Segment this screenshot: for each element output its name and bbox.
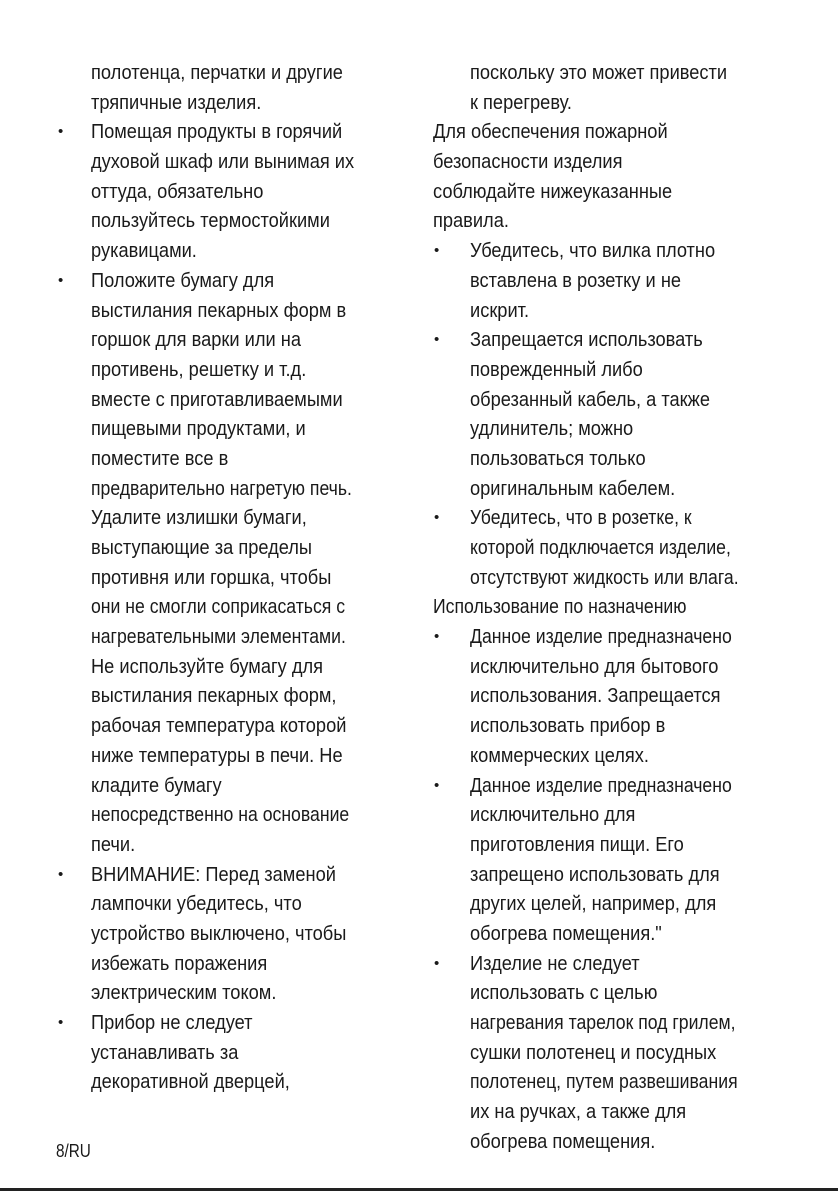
right-column [433, 58, 828, 1156]
text-line: их на ручках, а также для [470, 1100, 687, 1124]
text-line: Прибор не следует [91, 1011, 253, 1034]
text-line: лампочки убедитесь, что [91, 892, 302, 916]
list-item [433, 771, 828, 949]
text-line: выстилания пекарных форм, [91, 684, 337, 708]
text-line: Данное изделие предназначено [470, 625, 732, 649]
list-item [55, 1008, 415, 1097]
continued-text-right [470, 58, 828, 117]
text-line: устройство выключено, чтобы [91, 921, 347, 945]
bullet: • [58, 123, 64, 141]
text-line: исключительно для [470, 803, 636, 827]
bullet: • [434, 331, 440, 349]
text-line: кладите бумагу [91, 773, 222, 797]
bullet: • [434, 509, 440, 527]
text-line: обогрева помещения. [470, 1129, 656, 1153]
text-line: Удалите излишки бумаги, [91, 506, 307, 530]
text-line: обогрева помещения." [470, 921, 662, 945]
bullet: • [58, 865, 64, 883]
text-line: безопасности изделия [433, 150, 623, 174]
text-line: запрещено использовать для [470, 862, 720, 886]
list-item [55, 266, 415, 860]
bullet: • [434, 776, 440, 794]
text-line: ВНИМАНИЕ: Перед заменой [91, 862, 336, 886]
section-heading: Использование по назначению [433, 595, 687, 619]
list-item [55, 860, 415, 1008]
bullet: • [58, 1014, 64, 1031]
page-number: 8/RU [56, 1141, 91, 1161]
text-line: сушки полотенец и посудных [470, 1040, 717, 1064]
text-line: исключительно для бытового [470, 654, 719, 678]
bullet: • [58, 271, 64, 289]
text-line: которой подключается изделие, [470, 536, 731, 559]
text-line: вставлена в розетку и не [470, 268, 682, 292]
text-line: горшок для варки или на [91, 328, 301, 352]
text-line: Изделие не следует [470, 951, 640, 975]
text-line: избежать поражения [91, 951, 268, 975]
text-line: Убедитесь, что в розетке, к [470, 506, 692, 530]
text-line: оригинальным кабелем. [470, 476, 676, 500]
text-line: использовать прибор в [470, 714, 666, 738]
text-line: непосредственно на основание [91, 803, 350, 827]
text-line: электрическим током. [91, 981, 277, 1005]
list-item [433, 236, 828, 325]
text-line: использовать с целью [470, 981, 658, 1005]
text-line: предварительно нагретую печь. [91, 476, 352, 500]
text-line: Убедитесь, что вилка плотно [470, 239, 716, 263]
text-line: противня или горшка, чтобы [91, 565, 332, 589]
list-item [433, 622, 828, 770]
text-line: Для обеспечения пожарной [433, 120, 668, 144]
text-line: удлинитель; можно [470, 417, 634, 441]
text-line: соблюдайте нижеуказанные [433, 179, 673, 203]
text-line: полотенца, перчатки и другие [91, 61, 343, 84]
fire-safety-intro [433, 117, 828, 236]
text-line: использования. Запрещается [470, 684, 721, 708]
text-line: коммерческих целях. [470, 743, 649, 767]
list-item [55, 117, 415, 265]
usage-heading [433, 592, 828, 622]
text-line: рукавицами. [91, 239, 197, 263]
text-line: других целей, например, для [470, 892, 717, 916]
list-item [433, 949, 828, 1157]
text-line: поскольку это может привести [470, 61, 728, 84]
text-line: пользуйтесь термостойкими [91, 209, 330, 233]
text-line: к перегреву. [470, 90, 572, 114]
text-line: противень, решетку и т.д. [91, 357, 307, 381]
text-line: поврежденный либо [470, 357, 643, 381]
text-line: приготовления пищи. Его [470, 832, 684, 856]
text-line: обрезанный кабель, а также [470, 387, 710, 411]
list-item [433, 325, 828, 503]
text-line: правила. [433, 209, 509, 233]
text-line: оттуда, обязательно [91, 179, 264, 203]
text-line: нагревания тарелок под грилем, [470, 1011, 736, 1034]
text-line: декоративной дверцей, [91, 1070, 290, 1094]
text-line: пищевыми продуктами, и [91, 417, 306, 441]
text-line: Данное изделие предназначено [470, 773, 732, 797]
bullet: • [434, 954, 440, 972]
text-line: Запрещается использовать [470, 328, 703, 352]
text-line: Положите бумагу для [91, 268, 275, 292]
left-column [55, 58, 415, 1097]
text-line: отсутствуют жидкость или влага. [470, 565, 739, 589]
text-line: Не используйте бумагу для [91, 654, 324, 678]
text-line: искрит. [470, 298, 530, 322]
bullet: • [434, 628, 440, 646]
text-line: выстилания пекарных форм в [91, 298, 347, 322]
continued-text-left [91, 58, 415, 117]
text-line: они не смогли соприкасаться с [91, 595, 346, 619]
text-line: тряпичные изделия. [91, 90, 262, 114]
text-line: вместе с приготавливаемыми [91, 387, 343, 411]
text-line: полотенец, путем развешивания [470, 1070, 738, 1094]
text-line: печи. [91, 832, 136, 856]
text-line: ниже температуры в печи. Не [91, 743, 343, 767]
text-line: нагревательными элементами. [91, 625, 346, 649]
text-line: устанавливать за [91, 1040, 239, 1064]
list-item [433, 503, 828, 592]
text-line: Помещая продукты в горячий [91, 120, 343, 144]
text-line: пользоваться только [470, 446, 646, 470]
text-line: рабочая температура которой [91, 714, 347, 738]
text-line: выступающие за пределы [91, 536, 313, 559]
text-line: духовой шкаф или вынимая их [91, 150, 355, 174]
bullet: • [434, 242, 440, 260]
text-line: поместите все в [91, 446, 229, 470]
